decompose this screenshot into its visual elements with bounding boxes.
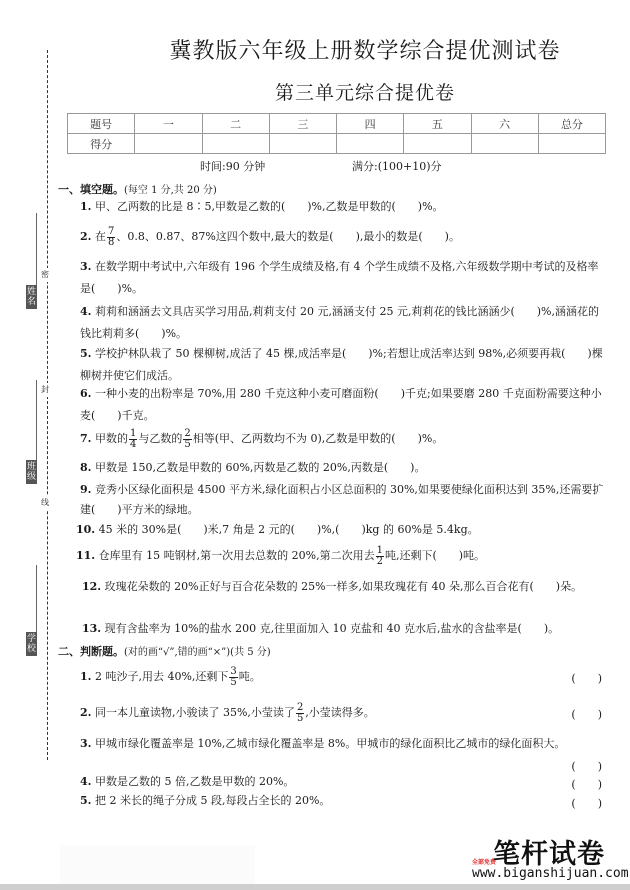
numerator: 3 [230,665,237,677]
fill-question-10 [76,519,604,541]
question-number: 2. [80,230,92,243]
question-text: 甲数是 150,乙数是甲数的 60%,丙数是乙数的 20%,丙数是( )。 [94,461,426,474]
question-text-post: ,小莹读得多。 [305,706,375,719]
fill-question-11 [76,545,604,567]
denominator: 4 [129,438,137,450]
question-text: 把 2 米长的绳子分成 5 段,每段占全长的 20%。 [94,794,331,807]
score-cell[interactable] [471,134,538,154]
fraction [376,546,384,567]
denominator: 5 [296,712,304,724]
exam-time: 时间:90 分钟 [200,160,266,173]
question-number: 4. [80,775,92,788]
question-text: 一种小麦的出粉率是 70%,用 280 千克这种小麦可磨面粉( )千克;如果要磨 280 千克面粉需要这种小麦( )千克。 [80,387,602,422]
fill-question-8 [80,457,608,479]
question-number: 12. [82,580,102,593]
question-number: 1. [80,200,92,213]
score-cell[interactable] [135,134,202,154]
question-number: 13. [82,622,102,635]
exam-subtitle: 第三单元综合提优卷 [274,82,455,104]
question-number: 6. [80,387,92,400]
fill-question-3 [80,256,608,300]
question-text-pre: 仓库里有 15 吨钢材,第一次用去总数的 20%,第二次用去 [98,549,375,562]
question-number: 2. [80,706,92,719]
section-2-heading [58,643,271,659]
fraction [129,429,137,450]
answer-box[interactable]: ( ) [571,797,602,810]
question-number: 10. [76,523,96,536]
question-number: 3. [80,260,92,273]
fill-question-1 [80,196,608,218]
question-text: 甲数是乙数的 5 倍,乙数是甲数的 20%。 [94,775,295,788]
question-number: 8. [80,461,92,474]
seal-mark-feng: 封 [41,383,49,397]
question-number: 7. [80,432,92,445]
fill-question-7 [80,428,608,450]
question-text-pre: 同一本儿童读物,小骏读了 35%,小莹读了 [94,706,295,719]
header-cell: 四 [337,114,404,134]
header-cell: 题号 [68,114,135,134]
score-cell[interactable] [337,134,404,154]
question-text: 在数学期中考试中,六年级有 196 个学生成绩及格,有 4 个学生成绩不及格,六年级数学期中考试的及格率是( )%。 [80,260,599,295]
question-number: 3. [80,737,92,750]
answer-box[interactable]: ( ) [571,760,602,773]
name-fill-line[interactable] [36,213,37,285]
judge-question-3 [80,734,608,754]
header-cell: 六 [471,114,538,134]
score-table-score-row [68,134,606,154]
answer-box[interactable]: ( ) [571,778,602,791]
class-fill-line[interactable] [36,380,37,460]
denominator: 8 [107,236,115,248]
fill-question-9 [80,480,608,520]
section-2-note: (对的画“√”,错的画“×”)(共 5 分) [124,647,271,658]
header-cell: 二 [202,114,269,134]
header-cell: 一 [135,114,202,134]
school-fill-line[interactable] [36,565,37,635]
header-cell: 总分 [538,114,605,134]
header-cell: 五 [404,114,471,134]
judge-question-5 [80,791,608,811]
question-text: 莉莉和涵涵去文具店买学习用品,莉莉支付 20 元,涵涵支付 25 元,莉莉花的钱比涵涵少( )%,涵涵花的钱比莉莉多( )%。 [80,305,599,340]
school-field-label: 学校 [26,634,36,654]
name-field-label: 姓名 [26,287,36,307]
score-cell[interactable] [538,134,605,154]
section-1-title: 一、填空题。 [58,183,124,196]
question-number: 5. [80,794,92,807]
faint-blank-region [60,845,255,884]
judge-question-2 [80,702,608,724]
fraction [107,227,115,248]
exam-full-score: 满分:(100+10)分 [352,160,442,173]
denominator: 5 [230,676,237,688]
watermark-url[interactable]: www.biganshijuan.com [472,866,629,881]
question-text-pre: 在 [94,230,106,243]
fill-question-5 [80,343,608,387]
section-2-title: 二、判断题。 [58,645,124,658]
seal-mark-xian: 线 [41,496,49,510]
question-text: 现有含盐率为 10%的盐水 200 克,往里面加入 10 克盐和 40 克水后,盐水的含盐率是( )。 [104,622,560,635]
fraction [183,429,191,450]
question-text-post: 相等(甲、乙两数均不为 0),乙数是甲数的( )%。 [192,432,444,445]
question-number: 5. [80,347,92,360]
fill-question-4 [80,301,608,345]
score-cell[interactable] [202,134,269,154]
score-cell[interactable] [269,134,336,154]
judge-question-1 [80,666,608,688]
numerator: 1 [376,544,383,556]
numerator: 2 [184,427,191,439]
watermark-tag: 全部免费 [472,859,497,866]
fill-question-13 [82,618,610,640]
bottom-scroll-edge [0,884,630,890]
numerator: 7 [107,225,115,237]
denominator: 2 [376,555,383,567]
question-text: 甲城市绿化覆盖率是 10%,乙城市绿化覆盖率是 8%。甲城市的绿化面积比乙城市的绿化面积大。 [94,737,566,750]
seal-dashed-line [47,50,48,760]
score-table [67,113,606,154]
question-number: 9. [80,483,92,496]
question-text: 甲、乙两数的比是 8∶5,甲数是乙数的( )%,乙数是甲数的( )%。 [94,200,444,213]
numerator: 2 [296,701,304,713]
question-number: 11. [76,549,96,562]
fraction [229,667,237,688]
fraction [296,703,304,724]
numerator: 1 [129,427,137,439]
fill-question-2 [80,226,608,248]
question-text-post: 吨。 [238,670,261,683]
class-field-label: 班级 [26,462,36,482]
question-text: 玫瑰花朵数的 20%正好与百合花朵数的 25%一样多,如果玫瑰花有 40 朵,那么百合花有( )朵。 [104,580,583,593]
question-text-post: 、0.8、0.87、87%这四个数中,最大的数是( ),最小的数是( )。 [116,230,460,243]
watermark-brand: 笔杆试卷 [493,839,605,870]
question-number: 4. [80,305,92,318]
score-table-header-row [68,114,606,134]
question-text: 竞秀小区绿化面积是 4500 平方米,绿化面积占小区总面积的 30%,如果要使绿化面积达到 35%,还需要扩建( )平方米的绿地。 [80,483,604,516]
fill-question-6 [80,383,608,427]
seal-mark-mi: 密 [41,268,49,282]
question-text-pre: 甲数的 [94,432,128,445]
section-1-heading [58,181,217,197]
answer-box[interactable]: ( ) [571,672,602,685]
denominator: 5 [184,438,191,450]
judge-question-4 [80,772,608,792]
question-text: 学校护林队栽了 50 棵柳树,成活了 45 棵,成活率是( )%;若想让成活率达到 98%,必须要再栽( )棵柳树并使它们成活。 [80,347,603,382]
question-number: 1. [80,670,92,683]
header-cell: 三 [269,114,336,134]
question-text: 45 米的 30%是( )米,7 角是 2 元的( )%,( )kg 的 60%是 5.4kg。 [98,523,479,536]
section-1-note: (每空 1 分,共 20 分) [124,185,217,196]
question-text-pre: 2 吨沙子,用去 40%,还剩下 [94,670,229,683]
score-row-label: 得分 [68,134,135,154]
fill-question-12 [82,576,610,598]
exam-title: 冀教版六年级上册数学综合提优测试卷 [169,39,561,64]
score-cell[interactable] [404,134,471,154]
question-text-post: 吨,还剩下( )吨。 [384,549,486,562]
answer-box[interactable]: ( ) [571,708,602,721]
question-text-mid: 与乙数的 [138,432,183,445]
